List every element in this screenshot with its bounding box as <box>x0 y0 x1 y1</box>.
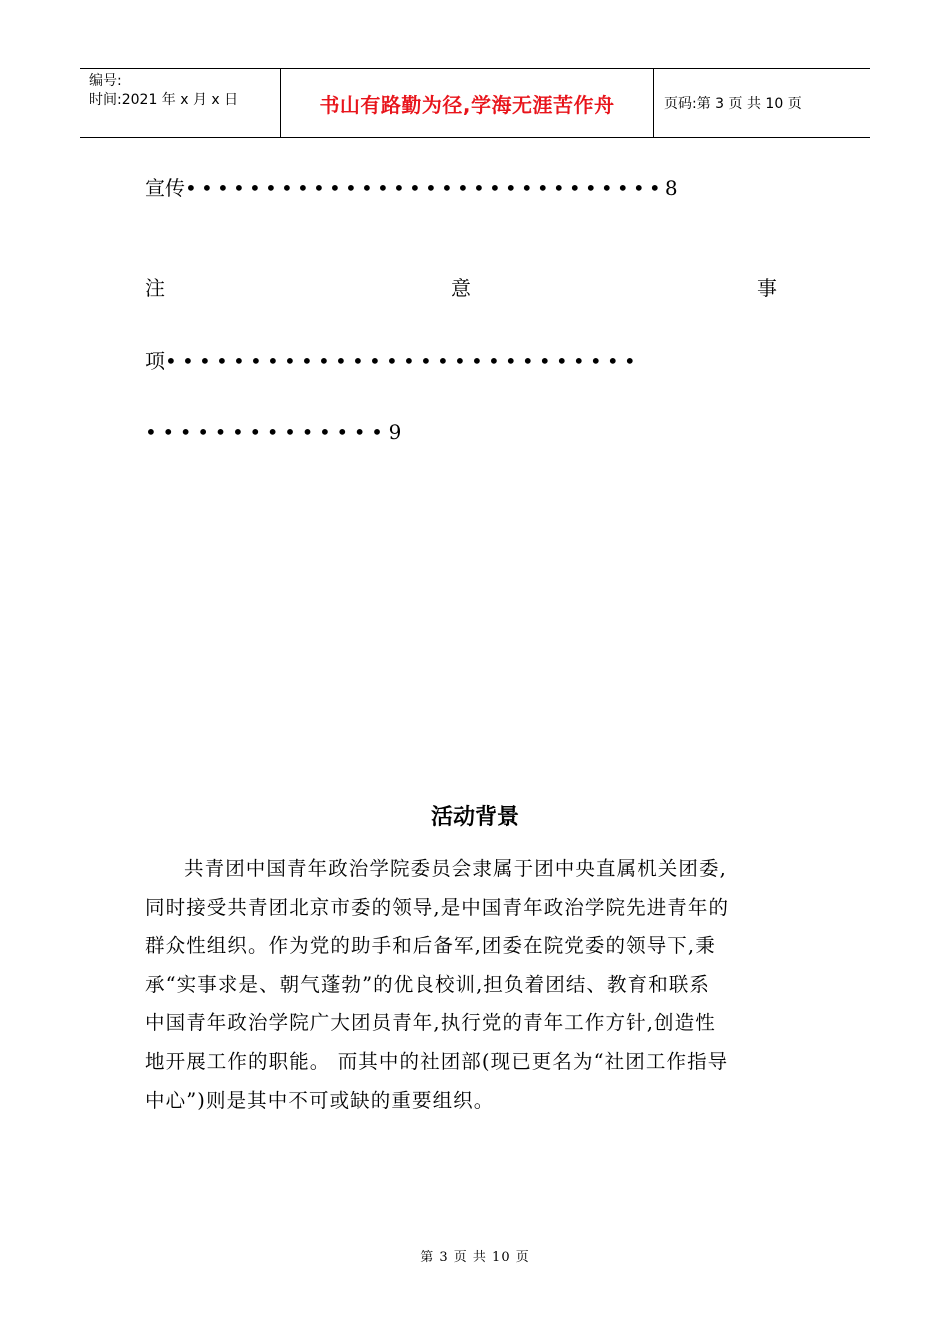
header-info-cell <box>80 69 281 137</box>
header-page-label: 页码:第 3 页 共 10 页 <box>664 96 802 112</box>
toc-item-notes-spread <box>145 272 777 301</box>
toc-page-number: 8 <box>664 176 678 200</box>
toc-char: 注 <box>145 276 165 300</box>
toc-char: 意 <box>451 276 471 300</box>
page-footer: 第 3 页 共 10 页 <box>420 1250 530 1265</box>
paragraph-line: 同时接受共青团北京市委的领导,是中国青年政治学院先进青年的 <box>145 895 730 919</box>
toc-leader-dots: •••••••••••••• <box>145 420 389 444</box>
toc-char: 事 <box>757 276 777 300</box>
toc-leader-dots: •••••••••••••••••••••••••••••• <box>185 176 665 200</box>
toc-item-notes-line <box>145 345 641 374</box>
paragraph-line: 中心”)则是其中不可或缺的重要组织。 <box>145 1088 495 1112</box>
body-paragraph <box>145 850 805 1120</box>
time-label: 时间:2021 年 x 月 x 日 <box>89 92 239 108</box>
paragraph-line: 地开展工作的职能。 而其中的社团部(现已更名为“社团工作指导 <box>145 1049 729 1073</box>
paragraph-line: 承“实事求是、朝气蓬勃”的优良校训,担负着团结、教育和联系 <box>145 972 711 996</box>
motto-text: 书山有路勤为径,学海无涯苦作舟 <box>319 92 615 117</box>
paragraph-line: 共青团中国青年政治学院委员会隶属于团中央直属机关团委, <box>184 857 727 880</box>
header-motto-cell <box>281 69 654 137</box>
header-page-cell <box>654 69 870 137</box>
toc-item-publicity <box>145 172 678 201</box>
toc-char: 项 <box>145 349 165 373</box>
section-title: 活动背景 <box>430 805 519 830</box>
toc-leader-dots: •••••••••••••••••••••••••••• <box>165 349 641 373</box>
paragraph-line: 中国青年政治学院广大团员青年,执行党的青年工作方针,创造性 <box>145 1011 716 1035</box>
toc-item-label: 宣传 <box>145 176 185 200</box>
document-header <box>80 68 870 138</box>
toc-page-number: 9 <box>388 420 402 444</box>
number-label: 编号: <box>89 73 122 89</box>
paragraph-line: 群众性组织。作为党的助手和后备军,团委在院党委的领导下,秉 <box>145 934 716 958</box>
toc-item-notes-cont <box>145 420 401 444</box>
